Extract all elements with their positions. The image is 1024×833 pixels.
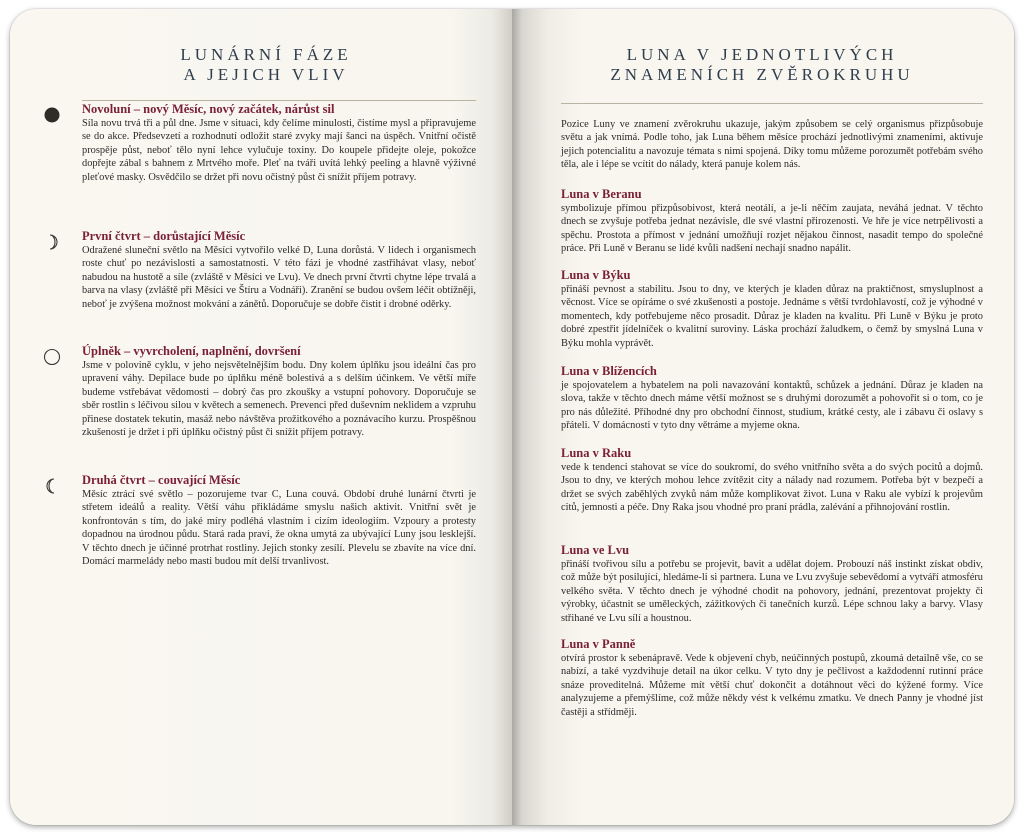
sign-heading: Luna v Býku xyxy=(561,268,631,282)
waning-crescent-icon xyxy=(43,477,61,495)
waxing-crescent-icon xyxy=(43,233,61,251)
phase-heading: Novoluní – nový Měsíc, nový začátek, nárůst sil xyxy=(82,102,335,116)
sign-aries xyxy=(561,186,983,256)
phase-full-moon xyxy=(82,343,476,439)
sign-heading: Luna v Blížencích xyxy=(561,364,657,378)
left-page xyxy=(10,9,512,825)
left-title-line-2: A JEJICH VLIV xyxy=(183,65,349,84)
phase-heading: První čtvrt – dorůstající Měsíc xyxy=(82,229,246,243)
sign-text: vede k tendenci stahovat se více do soukromí, do svého vnitřního světa a do svých pocitů a dojmů. Jsou to dny, ve kterých mohou lehce zvítězit city a nálady nad rozumem. Potřeba být v bezpečí a držet se svých zaběhlých zvyků nám může komplikovat život. Luna v Raku ale vybízí k projevům citů, jemnosti a péče. Dny Raka jsou vhodné pro praní prádla, zalévání a přihnojování rostlin. xyxy=(561,462,983,514)
zodiac-intro: Pozice Luny ve znamení zvěrokruhu ukazuje, jakým způsobem se celý organismus přizpůsobuje světu a jak vnímá. Podle toho, jak Luna během měsíce prochází jednotlivými znameními, aktivuje jejich potencialitu a navozuje témata s nimi spojená. Díky tomu můžeme porozumět potřebám svého těla, ale i lépe se vcítit do nálady, která panuje kolem nás. xyxy=(561,119,983,171)
phase-heading: Úplněk – vyvrcholení, naplnění, dovršení xyxy=(82,344,301,358)
sign-cancer xyxy=(561,445,983,515)
phase-first-quarter xyxy=(82,228,476,311)
phase-last-quarter xyxy=(82,472,476,568)
right-title-line-1: LUNA V JEDNOTLIVÝCH xyxy=(626,45,898,64)
phase-new-moon xyxy=(82,101,476,184)
sign-text: přináší pevnost a stabilitu. Jsou to dny, ve kterých je kladen důraz na praktičnost, smysluplnost a věcnost. Více se opíráme o své zkušenosti a postoje. Jednáme s větší tvrdohlavostí, což je výhodné v momentech, kdy potřebujeme něco prosadit. Důraz je kladen na kvalitu. Při Luně v Býku je proto dobré zpestřit jídelníček o kvalitní suroviny. Láska prochází žaludkem, o čemž by smyslná Luna v Býku mohla vyprávět. xyxy=(561,284,983,349)
phase-text: Jsme v polovině cyklu, v jeho nejsvětelnějším bodu. Dny kolem úplňku jsou ideální čas pro upravení váhy. Depilace bude po úplňku méně bolestivá a s delším účinkem. Ve větší míře budeme vstřebávat vědomosti – dobrý čas pro zkoušky a vstupní pohovory. Doporučuje se sběr rostlin s léčivou silou v květech a semenech. Prevenci před duševním neklidem a vzpruhu přinese dostatek tekutin, masáž nebo návštěva prožitkového a poznávacího kurzu. Prospěšnou zkušeností je držet i při úplňku očistný půst či snížit příjem potravy. xyxy=(82,360,476,439)
right-title-rule xyxy=(561,103,983,104)
right-title-line-2: ZNAMENÍCH ZVĚROKRUHU xyxy=(610,65,914,84)
sign-text: symbolizuje přímou přizpůsobivost, která neotálí, a je-li něčím zaujata, neváhá jednat. V těchto dnech se zvyšuje potřeba jednat nezávisle, dle své vlastní přirozenosti. Ve hře je více netrpělivosti a spěchu. Prostota a přímost v jednání umožňují rozjet nějakou činnost, nasadit tempo do společné práce. Při Luně v Beranu se lidé kvůli nadšení nechají snadno napálit. xyxy=(561,203,983,255)
right-page-title xyxy=(512,45,1012,85)
sign-heading: Luna ve Lvu xyxy=(561,543,630,557)
sign-heading: Luna v Raku xyxy=(561,446,632,460)
sign-leo xyxy=(561,542,983,625)
sign-text: je spojovatelem a hybatelem na poli navazování kontaktů, schůzek a jednání. Důraz je kladen na slova, takže v těchto dnech máme větší možnost se s druhými dorozumět a pohovořit si o tom, co je pro nás důležité. Příhodné dny pro obchodní činnost, studium, krátké cesty, ale i zábavu či oslavy s přáteli. V domácnosti v tyto dny větráme a myjeme okna. xyxy=(561,380,983,432)
sign-heading: Luna v Panně xyxy=(561,637,636,651)
left-page-title xyxy=(10,45,522,85)
sign-text: přináší tvořivou sílu a potřebu se projevit, bavit a udělat dojem. Probouzí náš instinkt získat obdiv, což může být posilující, hledáme-li si partnera. Luna ve Lvu zvyšuje sebevědomí a vytváří atmosféru velkého světa. V těchto dnech je výhodné chodit na pohovory, jednání, prezentovat projekty či výrobky, účastnit se uměleckých, zážitkových či tanečních kurzů. Lépe schnou laky a barvy. Vlasy střihané ve Lvu sílí a houstnou. xyxy=(561,559,983,624)
sign-heading: Luna v Beranu xyxy=(561,187,642,201)
sign-virgo xyxy=(561,636,983,719)
phase-heading: Druhá čtvrt – couvající Měsíc xyxy=(82,473,241,487)
phase-text: Odražené sluneční světlo na Měsíci vytvořilo velké D, Luna dorůstá. V lidech i organismech roste chuť po nezávislosti a samostatnosti. V této fázi je vhodné zastřihávat vlasy, neboť nabudou na hustotě a síle (zvláště v Měsíci ve Lvu). Ve dnech první čtvrti chytne lépe trvalá a barva na vlasy (zvláště při Měsíci ve Štíru a Vodnáři). Zranění se budou ovšem léčit obtížněji, neboť je zvýšena možnost mokvání a zánětů. Doporučuje se dobře čistit i drobné oděrky. xyxy=(82,245,476,310)
phase-text: Síla novu trvá tři a půl dne. Jsme v situaci, kdy čelíme minulosti, čistíme mysl a připravujeme se do akce. Předsevzetí a rozhodnutí odložit staré zvyky mají šanci na úspěch. Vnitřní očistě prospěje půst, neboť tělo nyní lehce vylučuje toxiny. Do koupele přidejte oleje, pokožce dopřejte zábal s bahnem z Mrtvého moře. Pleť na tváři uvítá lehký peeling a hlavně výživné pleťové masky. Osvědčilo se držet při novu očistný půst či snížit příjem potravy. xyxy=(82,118,476,183)
right-page xyxy=(512,9,1014,825)
left-title-line-1: LUNÁRNÍ FÁZE xyxy=(180,45,352,64)
open-book xyxy=(10,9,1014,825)
sign-gemini xyxy=(561,363,983,433)
new-moon-icon xyxy=(43,106,61,124)
phase-text: Měsíc ztrácí své světlo – pozorujeme tvar C, Luna couvá. Období druhé lunární čtvrti je střetem ideálů a reality. Větší váhu přikládáme smyslu našich aktivit. Vnitřní svět je konfrontován s tím, do jaké míry podléhá vlastním i cizím ideologiím. Vzpoury a protesty dopadnou na úrodnou půdu. Stará rada praví, že okna umytá za ubývající Luny jsou lesklejší. V těchto dnech je účinné protrhat rostliny. Jejich stonky zesílí. Plevelu se zbavíte na více dní. Domácí marmelády nebo masti budou mít delší trvanlivost. xyxy=(82,489,476,568)
sign-taurus xyxy=(561,267,983,350)
sign-text: otvírá prostor k sebenápravě. Vede k objevení chyb, neúčinných postupů, zkoumá detailně vše, co se nabízí, a také vyzdvihuje detail na úkor celku. V tyto dny je pečlivost a každodenní rutinní práce snáze proveditelná. Můžeme mít větší chuť dokončit a dotáhnout věci do kýžené formy. Více analyzujeme a přemýšlíme, což může někdy vést k velkému zmatku. Ve dnech Panny je vhodné jíst častěji a střídměji. xyxy=(561,653,983,718)
full-moon-icon xyxy=(43,348,61,366)
